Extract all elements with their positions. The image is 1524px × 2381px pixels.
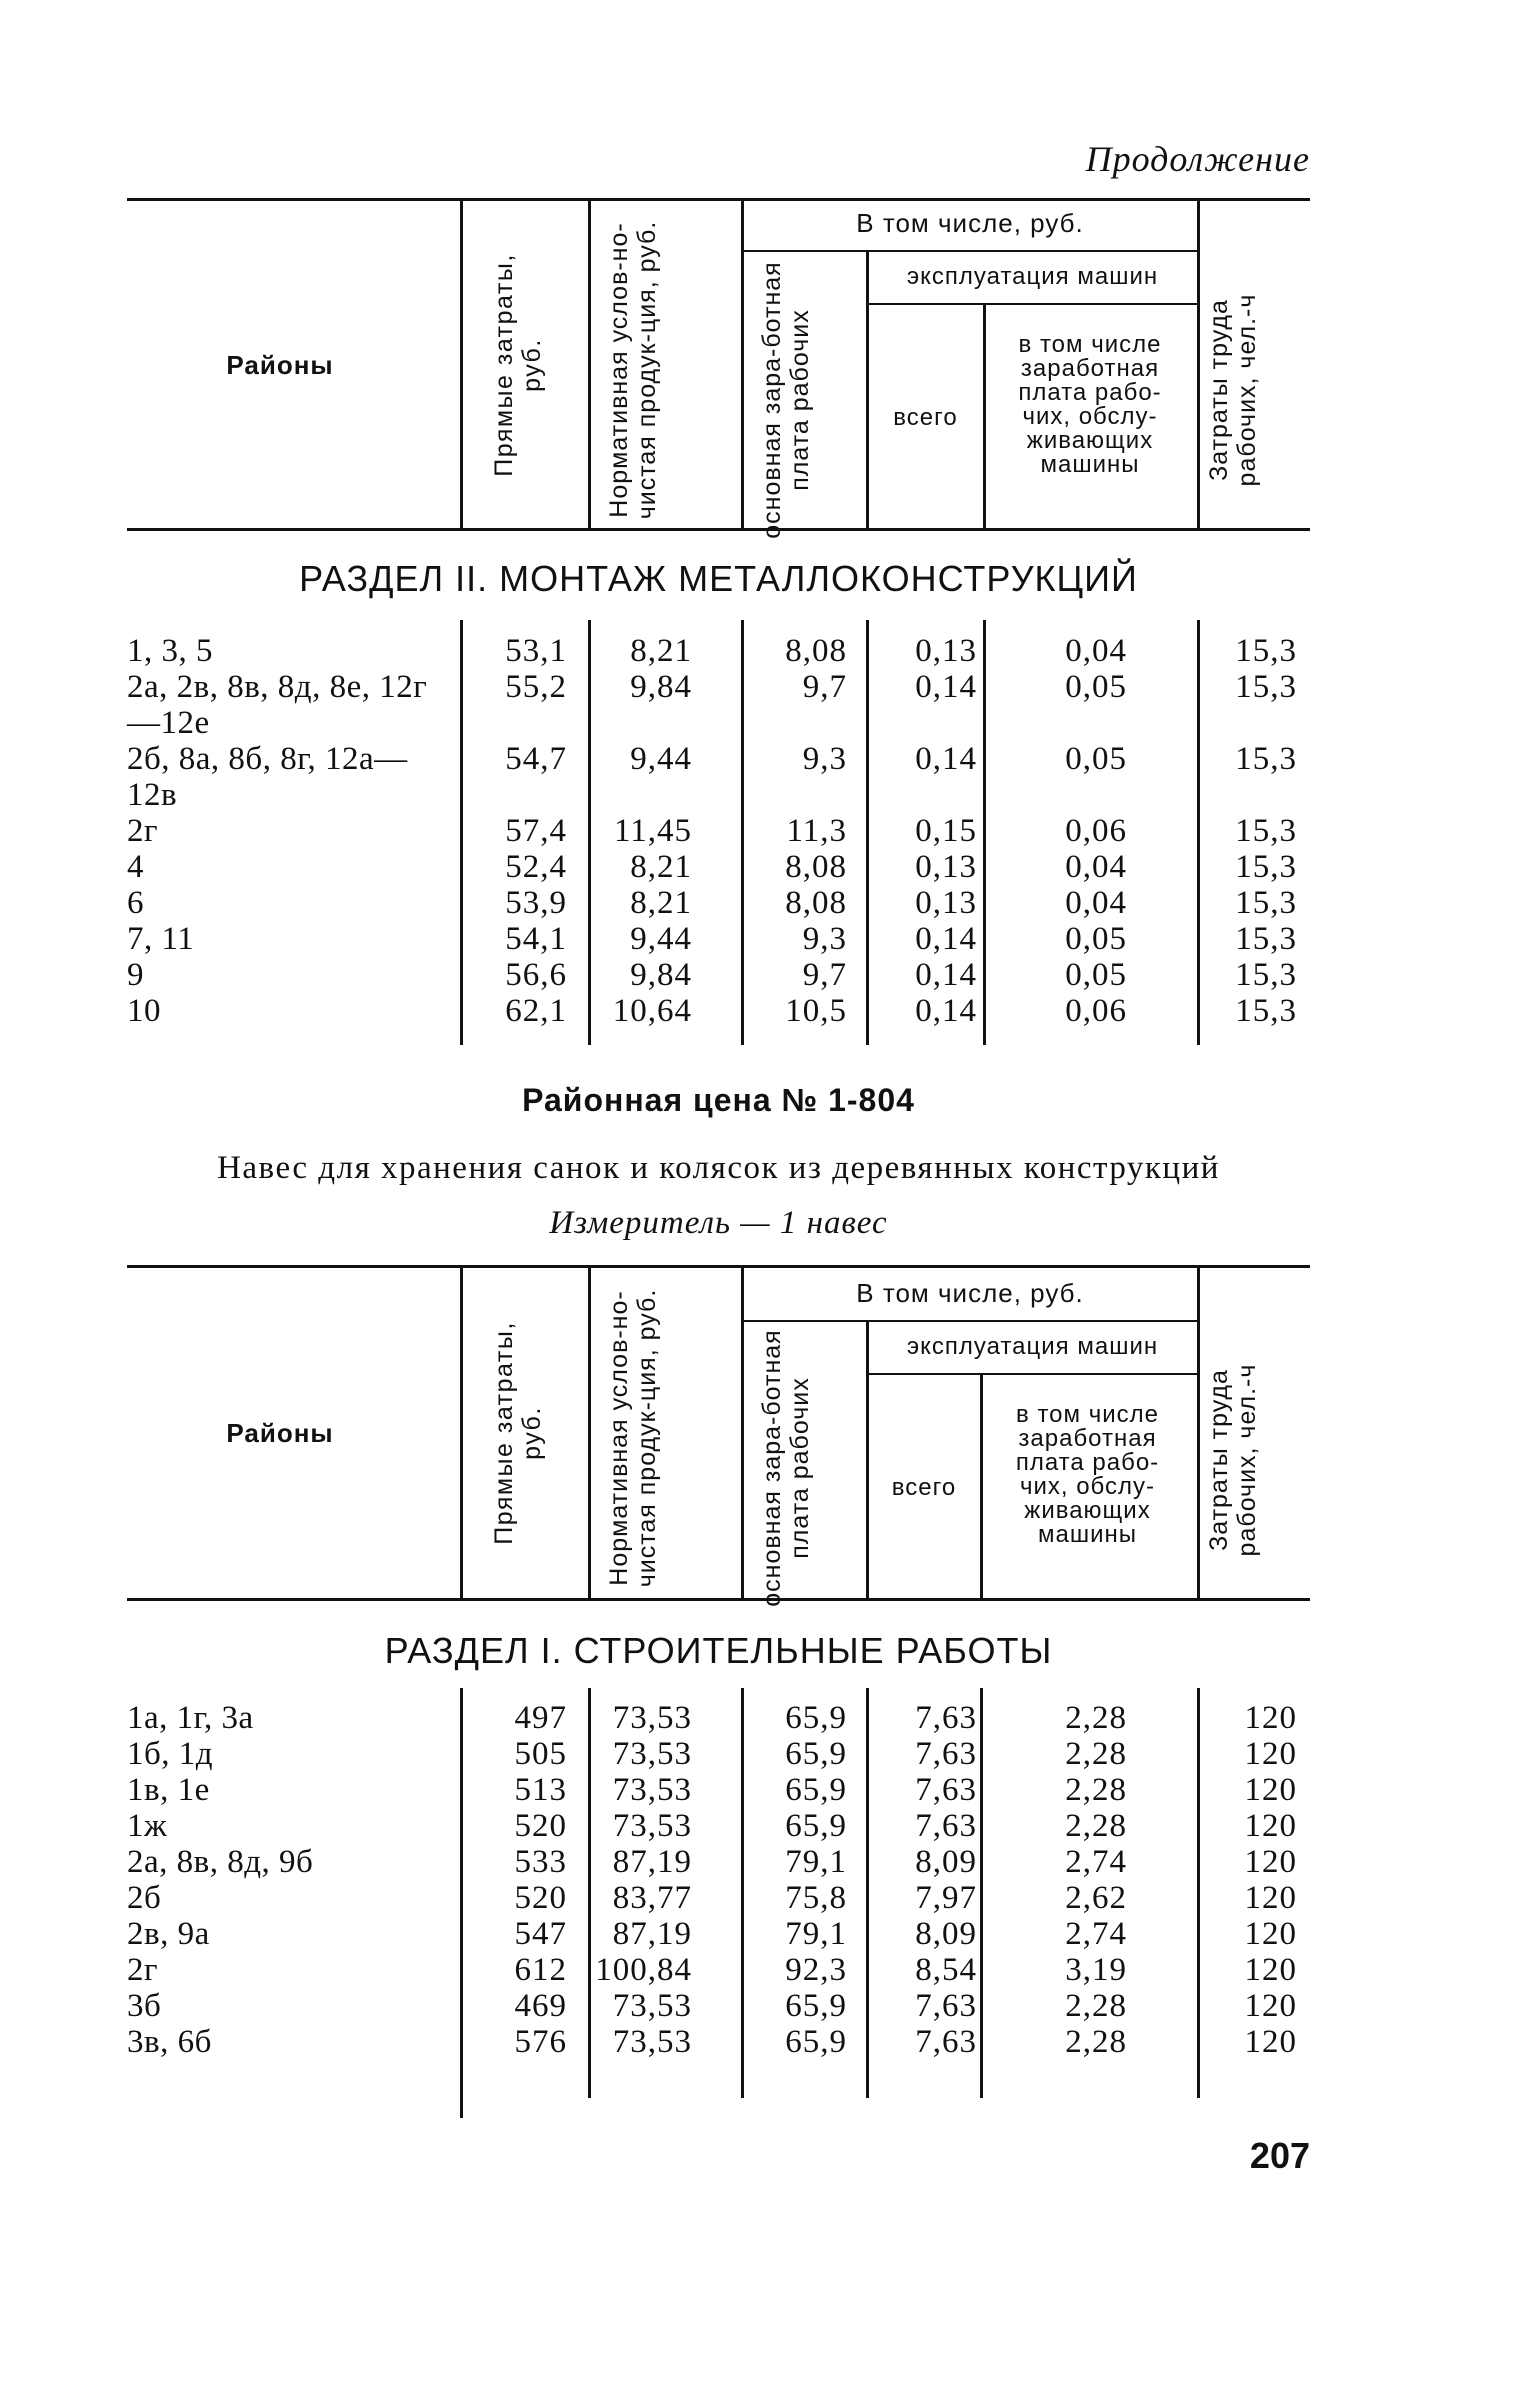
cell-zatraty-truda: 120: [1244, 1880, 1297, 1916]
row-name: 10: [127, 993, 161, 1029]
cell-normativnaya: 9,44: [630, 741, 692, 777]
cell-zp-mashin: 0,04: [1065, 849, 1127, 885]
continuation-label: Продолжение: [1085, 139, 1310, 179]
cell-normativnaya: 73,53: [612, 1988, 692, 2024]
cell-pryamye: 54,1: [505, 921, 567, 957]
cell-pryamye: 56,6: [505, 957, 567, 993]
cell-pryamye: 57,4: [505, 813, 567, 849]
cell-vsego: 7,63: [915, 2024, 977, 2060]
cell-osnovnaya: 9,3: [802, 921, 847, 957]
header-osnovnaya: основная зара-ботная плата рабочих: [758, 261, 814, 539]
cell-normativnaya: 73,53: [612, 1808, 692, 1844]
cell-zp-mashin: 2,74: [1065, 1844, 1127, 1880]
table-row: [127, 1700, 1310, 1736]
row-name: 3в, 6б: [127, 2024, 212, 2060]
cell-vsego: 0,14: [915, 669, 977, 705]
cell-pryamye: 520: [514, 1880, 567, 1916]
cell-zatraty-truda: 120: [1244, 1952, 1297, 1988]
row-name: 2б: [127, 1880, 162, 1916]
row-name: 2г: [127, 813, 159, 849]
row-name: 2в, 9а: [127, 1916, 210, 1952]
cell-osnovnaya: 65,9: [785, 2024, 847, 2060]
cell-osnovnaya: 9,3: [802, 741, 847, 777]
table-row: [127, 633, 1310, 669]
cell-zatraty-truda: 15,3: [1235, 993, 1297, 1029]
row-name: 1б, 1д: [127, 1736, 214, 1772]
header2-zatraty-truda: Затраты труда рабочих, чел.-ч: [1205, 1363, 1261, 1557]
cell-zp-mashin: 2,28: [1065, 1700, 1127, 1736]
cell-zatraty-truda: 15,3: [1235, 669, 1297, 705]
cell-vsego: 0,14: [915, 993, 977, 1029]
cell-vsego: 7,63: [915, 1772, 977, 1808]
page-number: 207: [1249, 2135, 1310, 2176]
row-name: 4: [127, 849, 144, 885]
cell-vsego: 7,63: [915, 1700, 977, 1736]
row-name: 2а, 2в, 8в, 8д, 8е, 12г—12е: [127, 669, 428, 741]
cell-pryamye: 55,2: [505, 669, 567, 705]
section2-rows: [127, 633, 1310, 1029]
cell-osnovnaya: 65,9: [785, 1772, 847, 1808]
cell-osnovnaya: 10,5: [785, 993, 847, 1029]
cell-zatraty-truda: 120: [1244, 1700, 1297, 1736]
cell-normativnaya: 11,45: [613, 813, 692, 849]
cell-vsego: 0,14: [915, 921, 977, 957]
cell-zatraty-truda: 120: [1244, 1808, 1297, 1844]
cell-normativnaya: 8,21: [630, 885, 692, 921]
table-row: [127, 957, 1310, 993]
cell-osnovnaya: 79,1: [785, 1916, 847, 1952]
cell-zatraty-truda: 120: [1244, 1988, 1297, 2024]
cell-normativnaya: 73,53: [612, 1700, 692, 1736]
cell-osnovnaya: 8,08: [785, 885, 847, 921]
cell-zatraty-truda: 120: [1244, 1772, 1297, 1808]
price-title: Районная цена № 1-804: [522, 1082, 915, 1118]
cell-zatraty-truda: 15,3: [1235, 633, 1297, 669]
cell-zp-mashin: 0,05: [1065, 741, 1127, 777]
cell-osnovnaya: 75,8: [785, 1880, 847, 1916]
cell-vsego: 0,13: [915, 633, 977, 669]
cell-osnovnaya: 8,08: [785, 633, 847, 669]
cell-osnovnaya: 79,1: [785, 1844, 847, 1880]
cell-zatraty-truda: 15,3: [1235, 921, 1297, 957]
cell-zatraty-truda: 15,3: [1235, 957, 1297, 993]
table-row: [127, 1772, 1310, 1808]
cell-zatraty-truda: 15,3: [1235, 741, 1297, 777]
cell-osnovnaya: 8,08: [785, 849, 847, 885]
cell-zatraty-truda: 120: [1244, 2024, 1297, 2060]
row-name: 9: [127, 957, 144, 993]
cell-zatraty-truda: 120: [1244, 1916, 1297, 1952]
section1-title: РАЗДЕЛ I. СТРОИТЕЛЬНЫЕ РАБОТЫ: [384, 1630, 1053, 1671]
cell-normativnaya: 8,21: [630, 633, 692, 669]
cell-vsego: 0,13: [915, 849, 977, 885]
header-vsego: всего: [893, 404, 958, 431]
cell-normativnaya: 83,77: [612, 1880, 692, 1916]
cell-vsego: 0,13: [915, 885, 977, 921]
table-row: [127, 669, 1310, 741]
row-name: 7, 11: [127, 921, 195, 957]
cell-pryamye: 520: [514, 1808, 567, 1844]
cell-vsego: 8,09: [915, 1844, 977, 1880]
cell-vsego: 7,97: [915, 1880, 977, 1916]
header-rayony: Районы: [226, 350, 334, 380]
header2-ekspluatatsiya: эксплуатация машин: [906, 1333, 1159, 1360]
cell-normativnaya: 73,53: [612, 1772, 692, 1808]
header-normativnaya: Нормативная услов-но-чистая продук-ция, руб.: [605, 220, 661, 520]
cell-normativnaya: 73,53: [612, 1736, 692, 1772]
row-name: 2б, 8а, 8б, 8г, 12а—12в: [127, 741, 408, 813]
cell-pryamye: 497: [514, 1700, 567, 1736]
cell-vsego: 0,15: [915, 813, 977, 849]
cell-normativnaya: 87,19: [612, 1844, 692, 1880]
cell-osnovnaya: 9,7: [802, 669, 847, 705]
cell-pryamye: 547: [514, 1916, 567, 1952]
cell-zp-mashin: 0,05: [1065, 957, 1127, 993]
cell-zp-mashin: 0,05: [1065, 921, 1127, 957]
table-row: [127, 741, 1310, 813]
cell-osnovnaya: 65,9: [785, 1808, 847, 1844]
cell-zp-mashin: 3,19: [1065, 1952, 1127, 1988]
header2-v-tom-chisle-zp: в том числе заработная плата рабо-чих, обслу-живающих машины: [1015, 1401, 1160, 1548]
table-row: [127, 1736, 1310, 1772]
section2-title: РАЗДЕЛ II. МОНТАЖ МЕТАЛЛОКОНСТРУКЦИЙ: [299, 558, 1138, 599]
row-name: 1ж: [127, 1808, 168, 1844]
table-row: [127, 1988, 1310, 2024]
header-ekspluatatsiya: эксплуатация машин: [906, 263, 1159, 290]
cell-normativnaya: 9,84: [630, 957, 692, 993]
table-row: [127, 1844, 1310, 1880]
cell-zp-mashin: 0,05: [1065, 669, 1127, 705]
table-row: [127, 1916, 1310, 1952]
cell-vsego: 8,09: [915, 1916, 977, 1952]
header-v-tom-chisle: В том числе, руб.: [856, 208, 1084, 238]
cell-normativnaya: 87,19: [612, 1916, 692, 1952]
cell-normativnaya: 8,21: [630, 849, 692, 885]
cell-vsego: 7,63: [915, 1808, 977, 1844]
cell-pryamye: 469: [514, 1988, 567, 2024]
header-pryamye: Прямые затраты, руб.: [490, 253, 546, 477]
table-row: [127, 2024, 1310, 2060]
cell-vsego: 7,63: [915, 1988, 977, 2024]
cell-normativnaya: 10,64: [612, 993, 692, 1029]
cell-normativnaya: 73,53: [612, 2024, 692, 2060]
cell-pryamye: 52,4: [505, 849, 567, 885]
table-row: [127, 885, 1310, 921]
header2-normativnaya: Нормативная услов-но-чистая продук-ция, руб.: [605, 1288, 661, 1588]
header2-v-tom-chisle: В том числе, руб.: [856, 1278, 1084, 1308]
cell-vsego: 7,63: [915, 1736, 977, 1772]
cell-zatraty-truda: 15,3: [1235, 849, 1297, 885]
table-row: [127, 813, 1310, 849]
row-name: 1а, 1г, 3а: [127, 1700, 254, 1736]
cell-pryamye: 53,9: [505, 885, 567, 921]
cell-zp-mashin: 0,06: [1065, 813, 1127, 849]
cell-pryamye: 612: [514, 1952, 567, 1988]
cell-zp-mashin: 2,28: [1065, 1808, 1127, 1844]
cell-zp-mashin: 0,06: [1065, 993, 1127, 1029]
row-name: 3б: [127, 1988, 162, 2024]
table-row: [127, 993, 1310, 1029]
cell-zp-mashin: 0,04: [1065, 885, 1127, 921]
subtitle: Навес для хранения санок и колясок из деревянных конструкций: [217, 1150, 1220, 1186]
section1-rows: [127, 1700, 1310, 2060]
row-name: 2г: [127, 1952, 159, 1988]
cell-zatraty-truda: 120: [1244, 1844, 1297, 1880]
row-name: 6: [127, 885, 144, 921]
row-name: 2а, 8в, 8д, 9б: [127, 1844, 314, 1880]
table-row: [127, 1808, 1310, 1844]
table-row: [127, 1952, 1310, 1988]
cell-pryamye: 53,1: [505, 633, 567, 669]
row-name: 1в, 1е: [127, 1772, 210, 1808]
cell-zp-mashin: 2,28: [1065, 1988, 1127, 2024]
table-row: [127, 1880, 1310, 1916]
cell-normativnaya: 9,84: [630, 669, 692, 705]
cell-vsego: 8,54: [915, 1952, 977, 1988]
cell-vsego: 0,14: [915, 741, 977, 777]
cell-zp-mashin: 2,74: [1065, 1916, 1127, 1952]
cell-pryamye: 54,7: [505, 741, 567, 777]
cell-normativnaya: 100,84: [595, 1952, 692, 1988]
header2-osnovnaya: основная зара-ботная плата рабочих: [758, 1329, 814, 1607]
table-row: [127, 849, 1310, 885]
table-row: [127, 921, 1310, 957]
header2-pryamye: Прямые затраты, руб.: [490, 1321, 546, 1545]
cell-pryamye: 513: [514, 1772, 567, 1808]
cell-osnovnaya: 11,3: [786, 813, 847, 849]
header2-vsego: всего: [891, 1474, 957, 1501]
cell-zp-mashin: 2,28: [1065, 2024, 1127, 2060]
cell-osnovnaya: 9,7: [802, 957, 847, 993]
header-zatraty-truda: Затраты труда рабочих, чел.-ч: [1205, 293, 1261, 487]
cell-zp-mashin: 2,62: [1065, 1880, 1127, 1916]
cell-normativnaya: 9,44: [630, 921, 692, 957]
cell-osnovnaya: 65,9: [785, 1700, 847, 1736]
cell-vsego: 0,14: [915, 957, 977, 993]
cell-zp-mashin: 2,28: [1065, 1736, 1127, 1772]
cell-pryamye: 576: [514, 2024, 567, 2060]
header-v-tom-chisle-zp: в том числе заработная плата рабо-чих, обслу-живающих машины: [1018, 331, 1162, 478]
cell-pryamye: 533: [514, 1844, 567, 1880]
cell-zatraty-truda: 15,3: [1235, 885, 1297, 921]
cell-zatraty-truda: 15,3: [1235, 813, 1297, 849]
cell-osnovnaya: 65,9: [785, 1988, 847, 2024]
cell-zp-mashin: 0,04: [1065, 633, 1127, 669]
cell-zp-mashin: 2,28: [1065, 1772, 1127, 1808]
cell-pryamye: 505: [514, 1736, 567, 1772]
header2-rayony: Районы: [226, 1418, 334, 1448]
cell-pryamye: 62,1: [505, 993, 567, 1029]
row-name: 1, 3, 5: [127, 633, 213, 669]
cell-osnovnaya: 92,3: [785, 1952, 847, 1988]
cell-zatraty-truda: 120: [1244, 1736, 1297, 1772]
measure: Измеритель — 1 навес: [549, 1205, 888, 1241]
cell-osnovnaya: 65,9: [785, 1736, 847, 1772]
